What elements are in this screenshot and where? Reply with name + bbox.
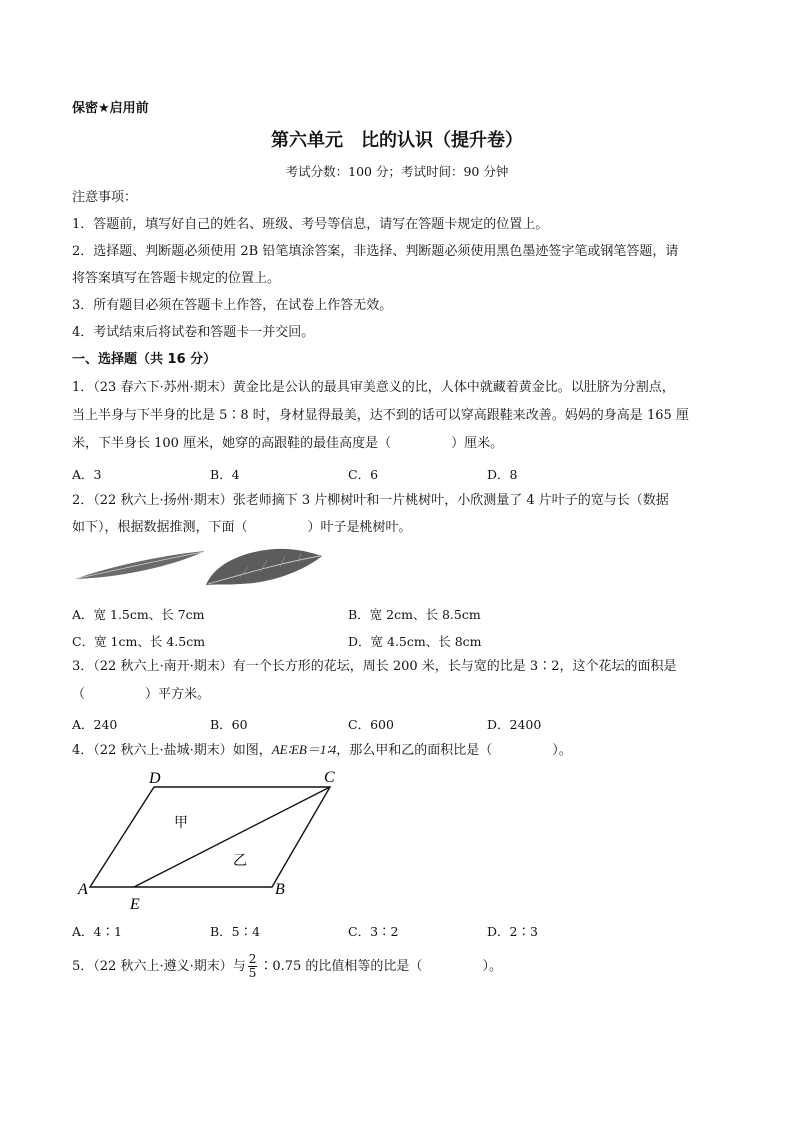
q1-line-3-text: 米，下半身长 100 厘米，她穿的高跟鞋的最佳高度是（ (72, 436, 392, 451)
confidential-label: 保密★启用前 (72, 101, 149, 116)
q5-fraction-numerator: 2 (248, 952, 257, 966)
willow-leaf-icon (75, 551, 205, 579)
label-d: D (149, 770, 161, 787)
parallelogram-outline (90, 787, 330, 887)
label-jia: 甲 (174, 816, 188, 831)
q3-line-2-text: （ (72, 687, 86, 702)
q1-option-b: B．4 (210, 467, 240, 482)
label-b: B (275, 881, 285, 898)
q3-line-1: 3．（22 秋六上·南开·期末）有一个长方形的花坛，周长 200 米，长与宽的比是 3∶2，这个花坛的面积是 (72, 659, 677, 674)
label-yi: 乙 (233, 854, 247, 869)
q1-option-d: D．8 (487, 467, 518, 482)
note-item-3: 3．所有题目必须在答题卡上作答，在试卷上作答无效。 (72, 298, 393, 313)
section-heading-choice: 一、选择题（共 16 分） (72, 352, 217, 367)
notes-heading: 注意事项： (72, 190, 138, 205)
q3-line-2-end: ）平方米。 (145, 687, 211, 702)
label-c: C (324, 769, 335, 786)
q3-option-d: D．2400 (487, 717, 542, 732)
note-item-2-cont: 将答案填写在答题卡规定的位置上。 (72, 271, 281, 286)
q1-line-2: 当上半身与下半身的比是 5∶8 时，身材显得最美，达不到的话可以穿高跟鞋来改善。妈妈的身高是 165 厘 (72, 408, 689, 423)
q2-line-2-end: ）叶子是桃树叶。 (307, 520, 412, 535)
q2-option-c: C．宽 1cm、长 4.5cm (72, 634, 206, 649)
q3-option-b: B．60 (210, 717, 248, 732)
q2-line-1: 2．（22 秋六上·扬州·期末）张老师摘下 3 片柳树叶和一片桃树叶，小欣测量了 4 片叶子的宽与长（数据 (72, 493, 669, 508)
q5-fraction-denominator: 5 (248, 966, 257, 980)
q4-line (72, 742, 572, 759)
q4-option-b: B．5∶4 (210, 924, 261, 939)
label-a: A (78, 881, 88, 898)
q2-option-b: B．宽 2cm、长 8.5cm (348, 607, 481, 622)
note-item-1: 1．答题前，填写好自己的姓名、班级、考号等信息，请写在答题卡规定的位置上。 (72, 217, 549, 232)
q1-option-c: C．6 (348, 467, 379, 482)
q4-option-d: D．2∶3 (487, 924, 538, 939)
label-e: E (130, 896, 140, 913)
q2-option-d: D．宽 4.5cm、长 8cm (348, 634, 482, 649)
q4-option-a: A．4∶1 (72, 924, 122, 939)
q3-option-a: A．240 (72, 717, 118, 732)
q5-fraction (248, 953, 258, 980)
note-item-2: 2．选择题、判断题必须使用 2B 铅笔填涂答案，非选择、判断题必须使用黑色墨迹签字笔或钢笔答题，请 (72, 244, 679, 259)
q1-line-1: 1．（23 春六下·苏州·期末）黄金比是公认的最具审美意义的比，人体中就藏着黄金比。以肚脐为分割点， (72, 380, 675, 395)
parallelogram-figure (68, 765, 358, 915)
leaves-image (70, 545, 330, 587)
peach-leaf-icon (206, 549, 322, 585)
q4-line-end: ）。 (552, 743, 572, 758)
q4-ratio: AE∶EB＝1∶4 (271, 742, 337, 757)
q3-option-c: C．600 (348, 717, 394, 732)
q5-line-end: ）。 (482, 959, 502, 974)
note-item-4: 4．考试结束后将试卷和答题卡一并交回。 (72, 325, 315, 340)
q2-line-2-text: 如下），根据数据推测，下面（ (72, 520, 248, 535)
q1-option-a: A．3 (72, 467, 102, 482)
q4-line-mid: ，那么甲和乙的面积比是（ (336, 743, 493, 758)
q5-line (72, 952, 502, 982)
q2-option-a: A．宽 1.5cm、长 7cm (72, 607, 205, 622)
q3-line-2 (72, 687, 210, 703)
page-title: 第六单元 比的认识（提升卷） (271, 130, 523, 151)
q4-option-c: C．3∶2 (348, 924, 399, 939)
q2-line-2 (72, 520, 412, 536)
q1-line-3-end: ）厘米。 (451, 436, 504, 451)
q5-line-mid: ∶0.75 的比值相等的比是（ (259, 959, 423, 974)
q5-line-start: 5．（22 秋六上·遵义·期末）与 (72, 959, 246, 974)
q1-line-3 (72, 436, 503, 452)
q4-line-start: 4．（22 秋六上·盐城·期末）如图， (72, 743, 272, 758)
exam-info: 考试分数：100 分；考试时间：90 分钟 (285, 164, 509, 179)
